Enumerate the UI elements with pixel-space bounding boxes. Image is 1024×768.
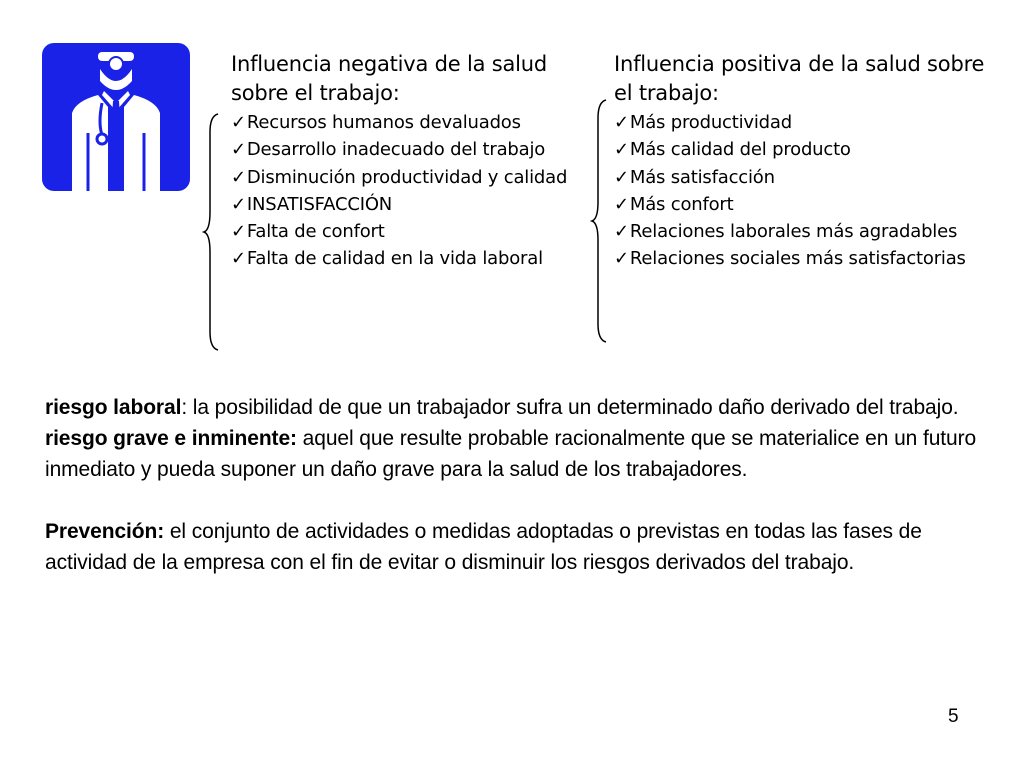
checkmark-icon: ✓ — [231, 166, 246, 188]
checkmark-icon: ✓ — [231, 248, 246, 270]
negative-influence-heading: Influencia negativa de la salud sobre el trabajo: — [231, 52, 548, 105]
checkmark-icon: ✓ — [231, 221, 246, 243]
positive-influence-heading: Influencia positiva de la salud sobre el trabajo: — [614, 52, 985, 105]
checkmark-icon: ✓ — [614, 193, 629, 215]
list-item: ✓Falta de calidad en la vida laboral — [231, 248, 543, 270]
checkmark-icon: ✓ — [231, 139, 246, 161]
definition-term: riesgo grave e inminente: — [45, 427, 297, 450]
list-item: ✓INSATISFACCIÓN — [231, 193, 393, 215]
checkmark-icon: ✓ — [231, 193, 246, 215]
checkmark-icon: ✓ — [614, 221, 629, 243]
definition-term: riesgo laboral — [45, 396, 182, 419]
list-item: ✓Desarrollo inadecuado del trabajo — [231, 139, 546, 161]
list-item: ✓Relaciones sociales más satisfactorias — [614, 248, 966, 270]
definition-text: aquel que resulte probable racionalmente que se materialice en un futuro inmediato y pueda suponer un daño grave para la salud de los trabajadores. — [45, 427, 977, 481]
definitions-section — [45, 392, 995, 578]
list-item: ✓Disminución productividad y calidad — [231, 166, 568, 188]
spacer — [45, 485, 995, 516]
checkmark-icon: ✓ — [614, 248, 629, 270]
negative-influence-section — [231, 50, 601, 273]
list-item: ✓Más productividad — [614, 112, 792, 133]
doctor-icon — [42, 43, 190, 191]
checkmark-icon: ✓ — [614, 139, 629, 161]
checkmark-icon: ✓ — [614, 112, 629, 133]
left-brace-icon — [202, 112, 220, 352]
definition-term: Prevención: — [45, 520, 165, 543]
list-item: ✓Relaciones laborales más agradables — [614, 221, 958, 243]
definition-text: : la posibilidad de que un trabajador sufra un determinado daño derivado del trabajo. — [181, 396, 959, 419]
list-item: ✓Falta de confort — [231, 221, 385, 243]
definition-prevencion — [45, 516, 995, 578]
definition-riesgo-grave — [45, 423, 995, 485]
list-item: ✓Más calidad del producto — [614, 139, 851, 161]
list-item: ✓Recursos humanos devaluados — [231, 112, 521, 133]
positive-influence-list — [614, 109, 994, 273]
list-item: ✓Más confort — [614, 193, 734, 215]
positive-influence-section — [614, 50, 994, 273]
negative-influence-list — [231, 109, 601, 273]
page-number: 5 — [948, 706, 959, 727]
definition-text: el conjunto de actividades o medidas adoptadas o previstas en todas las fases de actividad de la empresa con el fin de evitar o disminuir los riesgos derivados del trabajo. — [45, 520, 922, 574]
list-item: ✓Más satisfacción — [614, 166, 775, 188]
checkmark-icon: ✓ — [231, 112, 246, 133]
definition-riesgo-laboral — [45, 392, 995, 423]
checkmark-icon: ✓ — [614, 166, 629, 188]
